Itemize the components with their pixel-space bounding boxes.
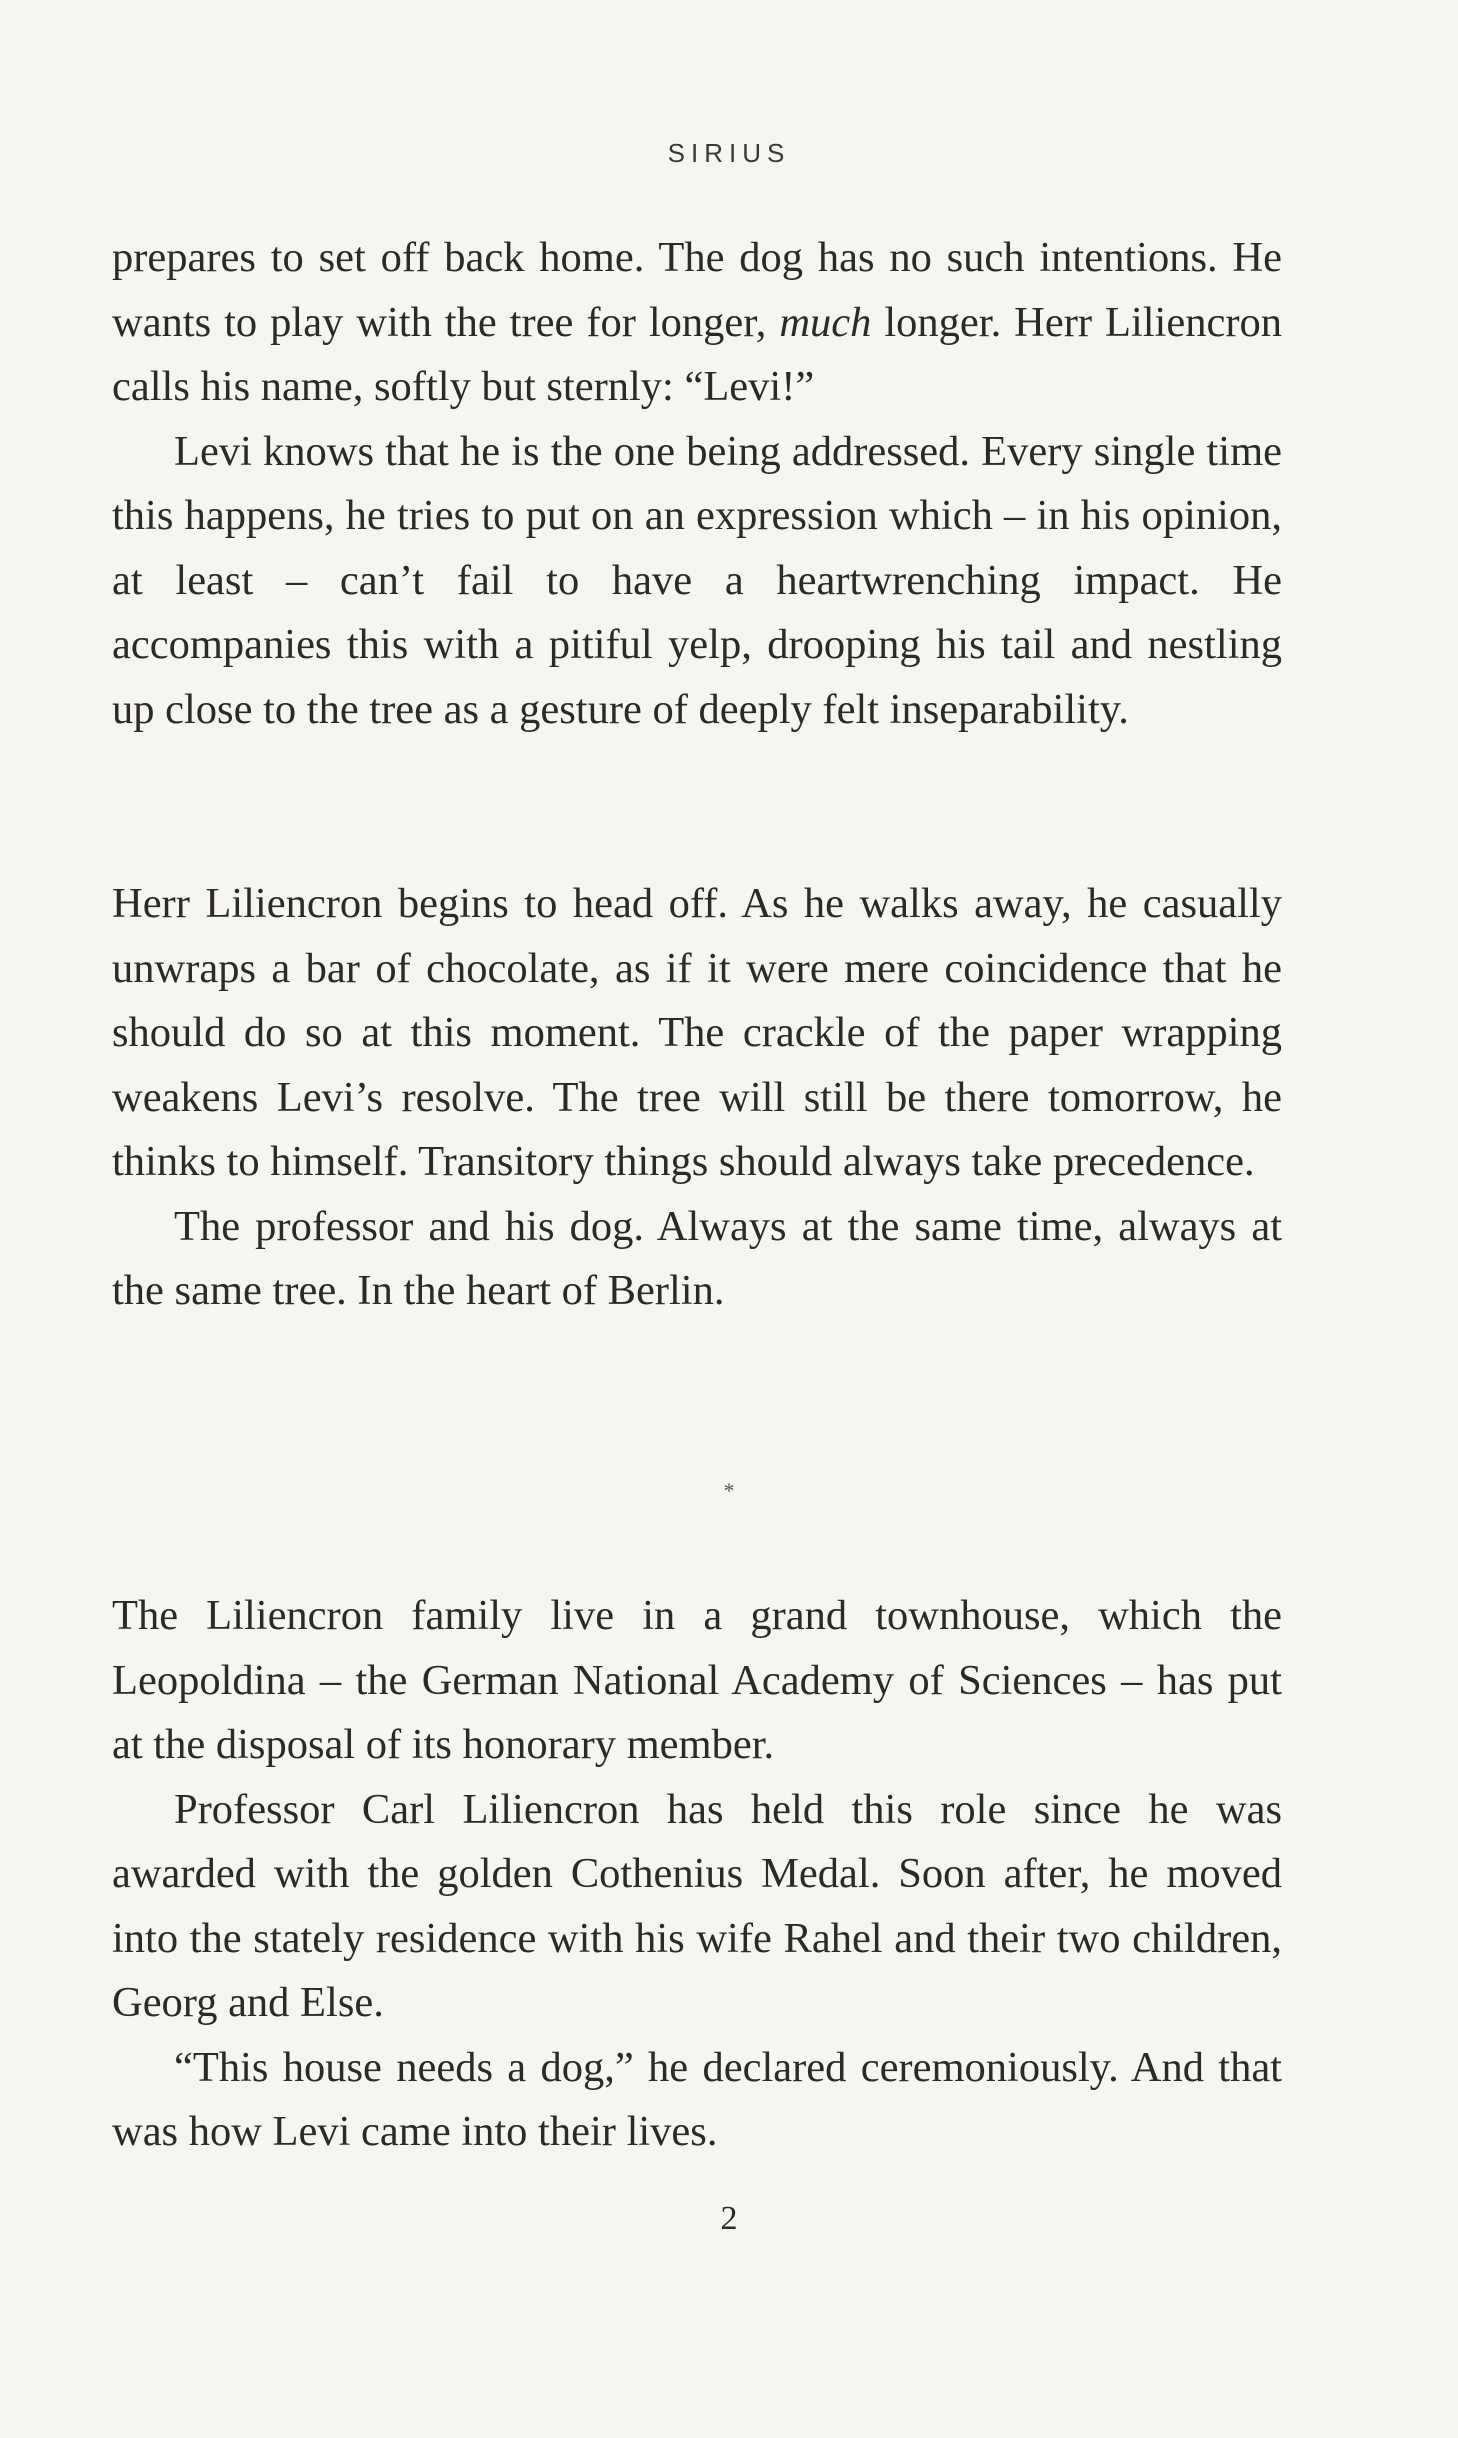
text-block-2	[112, 872, 1282, 1324]
paragraph: The professor and his dog. Always at the same time, always at the same tree. In the heart of Berlin.	[112, 1202, 1282, 1314]
emphasis-text: much	[779, 298, 872, 346]
page-number: 2	[720, 2200, 738, 2237]
paragraph: “This house needs a dog,” he declared ceremoniously. And that was how Levi came into their lives.	[112, 2043, 1282, 2155]
paragraph: Professor Carl Liliencron has held this role since he was awarded with the golden Cothenius Medal. Soon after, he moved into the stately residence with his wife Rahel and their two children, Georg and Else.	[112, 1785, 1282, 2026]
section-break-ornament: *	[723, 1478, 735, 1503]
paragraph-text: prepares to set off back home. The dog has no such intentions. He wants to play with the tree for longer,	[112, 234, 1282, 346]
paragraph: The Liliencron family live in a grand townhouse, which the Leopoldina – the German National Academy of Sciences – has put at the disposal of its honorary member.	[112, 1592, 1282, 1768]
paragraph: Herr Liliencron begins to head off. As he walks away, he casually unwraps a bar of chocolate, as if it were mere coincidence that he should do so at this moment. The crackle of the paper wrapping weakens Levi’s resolve. The tree will still be there tomorrow, he thinks to himself. Transitory things should always take precedence.	[112, 880, 1282, 1185]
paragraph-text: longer. Herr Liliencron calls his name, softly but sternly: “Levi!”	[112, 298, 1282, 410]
paragraph: Levi knows that he is the one being addressed. Every single time this happens, he tries to put on an expression which – in his opinion, at least – can’t fail to have a heartwrenching impact. He accompanies this with a pitiful yelp, drooping his tail and nestling up close to the tree as a gesture of deeply felt inseparability.	[112, 427, 1282, 733]
paragraph	[112, 226, 1282, 420]
running-head: SIRIUS	[667, 138, 791, 168]
text-block-3	[112, 1584, 1282, 2165]
text-block-1	[112, 226, 1282, 742]
